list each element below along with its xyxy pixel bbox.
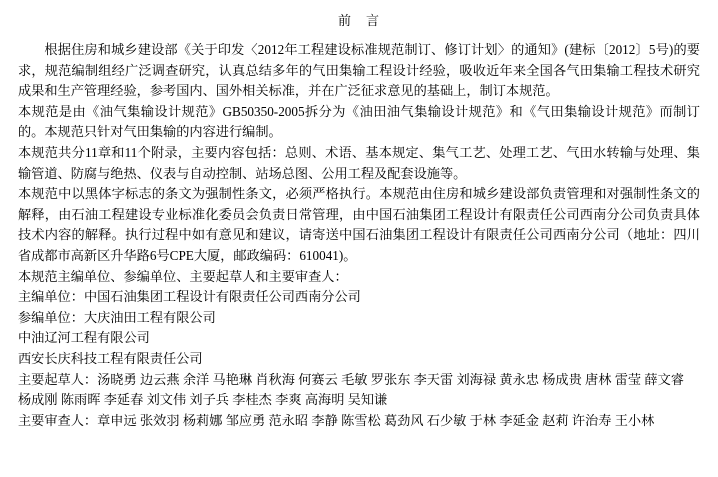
credit-label-chief-editor: 主编单位： <box>18 289 84 305</box>
credit-line-co-editor <box>18 308 700 329</box>
credit-line-co-editor-2: 中油辽河工程有限公司 <box>18 330 150 346</box>
paragraph-4: 本规范中以黑体字标志的条文为强制性条文，必须严格执行。本规范由住房和城乡建设部负责管理和对强制性条文的解释，由石油工程建设专业标准化委员会负责日常管理，由中国石油集团工程设计有限责任公司西南分公司负责具体技术内容的解释。执行过程中如有意见和建议，请寄送中国石油集团工程设计有限责任公司西南分公司（地址：四川省成都市高新区升华路6号CPE大厦，邮政编码：610041)。 <box>18 186 700 263</box>
credit-label-co-editor: 参编单位： <box>18 309 84 325</box>
paragraph-1: 根据住房和城乡建设部《关于印发〈2012年工程建设标准规范制订、修订计划〉的通知》(建标〔2012〕5号)的要求，规范编制组经广泛调查研究，认真总结多年的气田集输工程设计经验，吸收近年来全国各气田集输工程技术研究成果和生产管理经验，参考国内、国外相关标准，并在广泛征求意见的基础上，制订本规范。 <box>18 42 700 99</box>
credit-value-chief-editor: 中国石油集团工程设计有限责任公司西南分公司 <box>83 289 361 305</box>
credit-label-reviewers: 主要审查人： <box>18 412 98 428</box>
credit-label-drafters: 主要起草人： <box>18 371 98 387</box>
paragraph-2: 本规范是由《油气集输设计规范》GB50350-2005拆分为《油田油气集输设计规范》和《气田集输设计规范》而制订的。本规范只针对气田集输的内容进行编制。 <box>18 103 700 140</box>
credit-value-reviewers: 章申远 张效羽 杨莉娜 邹应勇 范永昭 李静 陈雪松 葛劲风 石少敏 于林 李延金 赵莉 许治寿 王小林 <box>97 412 655 428</box>
paragraph-5: 本规范主编单位、参编单位、主要起草人和主要审查人： <box>18 268 348 284</box>
credit-value-drafters: 汤晓勇 边云燕 余洋 马艳琳 肖秋海 何赛云 毛敏 罗张东 李天雷 刘海禄 黄永忠 杨成贵 唐林 雷莹 薛文睿 杨成刚 陈雨晖 李延春 刘文伟 刘子兵 李桂杰 李爽 高海明 吴知谦 <box>18 371 684 408</box>
credit-line-chief-editor <box>18 287 700 308</box>
credit-value-co-editor: 大庆油田工程有限公司 <box>83 309 216 325</box>
credit-line-co-editor-3: 西安长庆科技工程有限责任公司 <box>18 350 203 366</box>
credit-line-reviewers <box>18 411 700 432</box>
page-title: 前 言 <box>337 13 380 28</box>
paragraph-3: 本规范共分11章和11个附录，主要内容包括：总则、术语、基本规定、集气工艺、处理工艺、气田水转输与处理、集输管道、防腐与绝热、仪表与自动控制、站场总图、公用工程及配套设施等。 <box>18 144 700 181</box>
credit-line-drafters <box>18 370 700 411</box>
